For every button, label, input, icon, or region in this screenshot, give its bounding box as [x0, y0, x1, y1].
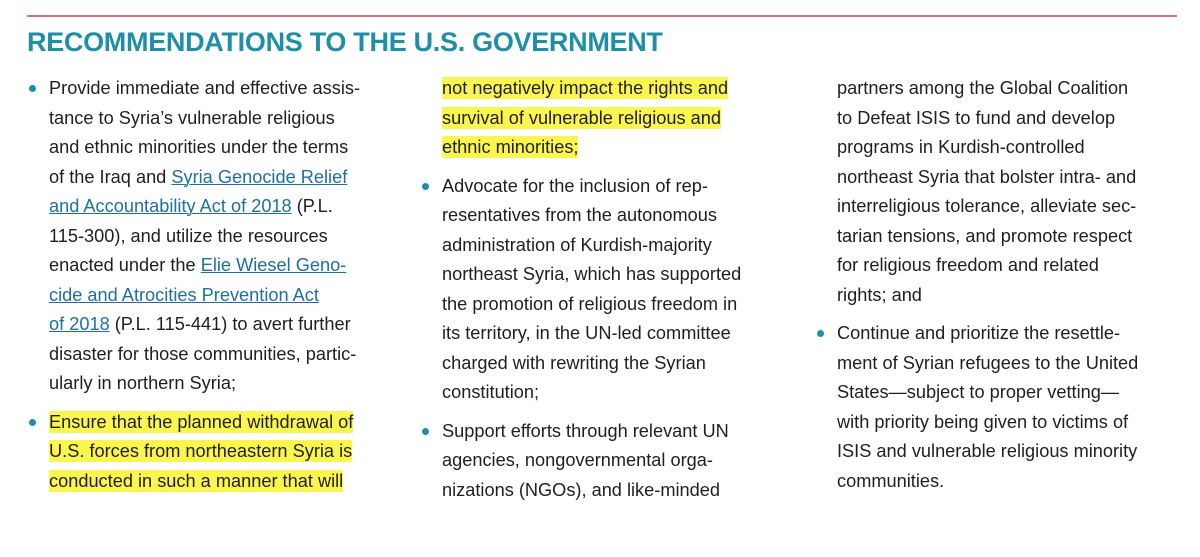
text-line: programs in Kurdish-controlled	[837, 137, 1085, 157]
text-line: disaster for those communities, partic-	[49, 343, 357, 364]
text-line: northeast Syria, which has supported	[442, 264, 742, 284]
text-line: constitution;	[442, 382, 540, 402]
text-line: ment of Syrian refugees to the United	[837, 352, 1139, 373]
text-fragment: enacted under the	[49, 255, 201, 275]
bullet-dot	[29, 85, 36, 92]
recommendation-item-5	[815, 319, 1180, 496]
section-title: RECOMMENDATIONS TO THE U.S. GOVERNMENT	[27, 27, 663, 57]
text-fragment: (P.L.	[291, 196, 333, 216]
text-line	[442, 74, 780, 104]
top-rule	[27, 15, 1177, 17]
text-line: nizations (NGOs), and like-minded	[442, 479, 720, 500]
text-line	[49, 310, 387, 340]
text-line: partners among the Global Coalition	[837, 78, 1129, 98]
text-line: its territory, in the UN-led committee	[442, 323, 731, 343]
text-line: Advocate for the inclusion of rep-	[442, 175, 708, 196]
highlighted-text: ethnic minorities;	[442, 137, 579, 157]
text-line: tance to Syria’s vulnerable religious	[49, 107, 335, 128]
text-line: the promotion of religious freedom in	[442, 293, 738, 314]
text-line: ularly in northern Syria;	[49, 373, 237, 393]
bullet-dot	[422, 428, 429, 435]
recommendation-item-2	[27, 408, 387, 497]
text-line	[49, 467, 387, 497]
text-line: States—subject to proper vetting—	[837, 382, 1120, 402]
highlighted-text: Ensure that the planned withdrawal of	[49, 411, 354, 432]
text-line	[49, 408, 387, 438]
text-line	[442, 104, 780, 134]
elie-wiesel-act-link-end[interactable]: of 2018	[49, 314, 110, 334]
text-line: administration of Kurdish-majority	[442, 234, 712, 255]
text-line: rights; and	[837, 284, 922, 305]
column-3	[815, 74, 1180, 496]
column-1	[27, 74, 387, 496]
bullet-dot	[29, 419, 36, 426]
text-line	[442, 133, 780, 163]
text-line: with priority being given to victims of	[837, 411, 1129, 432]
text-line: interreligious tolerance, alleviate sec-	[837, 196, 1137, 216]
recommendation-item-2-continued	[420, 74, 780, 163]
text-line: communities.	[837, 470, 945, 491]
text-line: 115-300), and utilize the resources	[49, 225, 328, 246]
recommendation-item-1	[27, 74, 387, 399]
elie-wiesel-act-link[interactable]: Elie Wiesel Geno-	[200, 255, 347, 275]
syria-genocide-act-link-cont[interactable]: and Accountability Act of 2018	[49, 196, 292, 216]
recommendation-item-4-continued	[815, 74, 1180, 310]
text-line: tarian tensions, and promote respect	[837, 225, 1133, 246]
text-line: for religious freedom and related	[837, 255, 1099, 275]
column-2	[420, 74, 780, 505]
bullet-dot	[817, 330, 824, 337]
recommendation-item-4	[420, 417, 780, 506]
text-fragment: of the Iraq and	[49, 166, 172, 187]
text-line: ISIS and vulnerable religious minority	[837, 441, 1138, 461]
highlighted-text: not negatively impact the rights and	[442, 78, 729, 98]
text-line: to Defeat ISIS to fund and develop	[837, 107, 1116, 128]
text-line: northeast Syria that bolster intra- and	[837, 166, 1137, 187]
syria-genocide-act-link[interactable]: Syria Genocide Relief	[171, 166, 348, 187]
text-line: Support efforts through relevant UN	[442, 420, 729, 441]
highlighted-text: U.S. forces from northeastern Syria is	[49, 441, 353, 461]
text-line	[49, 163, 387, 193]
recommendation-item-3	[420, 172, 780, 408]
text-fragment: (P.L. 115-441) to avert further	[109, 314, 351, 334]
text-line: resentatives from the autonomous	[442, 205, 717, 225]
text-line	[49, 192, 387, 222]
text-line: agencies, nongovernmental orga-	[442, 450, 713, 470]
text-line: Continue and prioritize the resettle-	[837, 323, 1121, 343]
highlighted-text: survival of vulnerable religious and	[442, 107, 722, 128]
bullet-dot	[422, 183, 429, 190]
text-line	[49, 281, 387, 311]
text-line: charged with rewriting the Syrian	[442, 352, 706, 373]
text-line: Provide immediate and effective assis-	[49, 78, 361, 98]
highlighted-text: conducted in such a manner that will	[49, 470, 344, 491]
text-line	[49, 251, 387, 281]
elie-wiesel-act-link-cont[interactable]: cide and Atrocities Prevention Act	[49, 284, 319, 305]
text-line: and ethnic minorities under the terms	[49, 137, 349, 157]
text-line	[49, 437, 387, 467]
